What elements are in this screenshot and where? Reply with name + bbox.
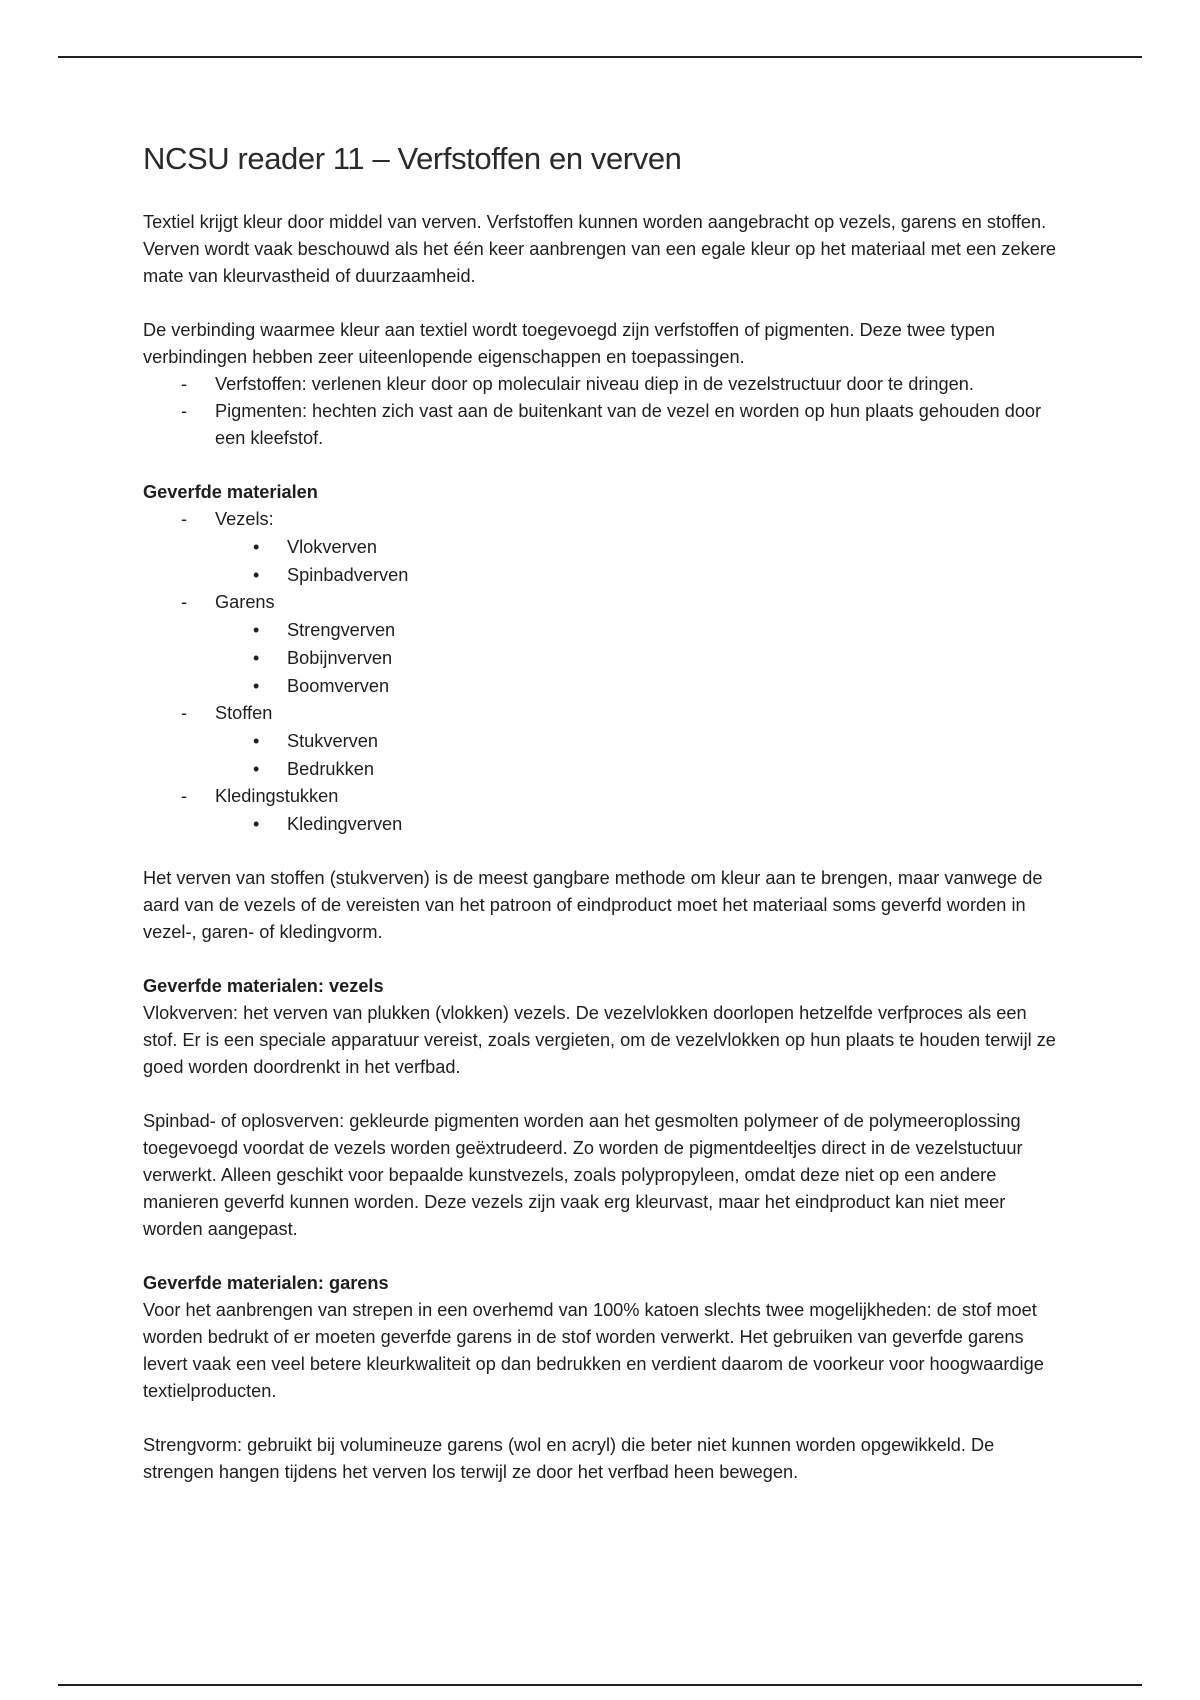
section-heading-geverfde-materialen: Geverfde materialen — [143, 482, 318, 503]
vezels-paragraph-1: Vlokverven: het verven van plukken (vlokken) vezels. De vezelvlokken doorlopen hetzelfde verfproces als een stof. Er is een speciale apparatuur vereist, zoals vergieten, om de vezelvlokken op hun plaats te houden terwijl ze goed worden doordrenkt in het verfbad. — [143, 1003, 1056, 1078]
header-rule — [58, 56, 1142, 58]
sub-list-item — [143, 810, 1063, 838]
list-item-stoffen — [143, 700, 1063, 727]
sub-item-text: Bobijnverven — [287, 648, 393, 669]
sub-item-text: Spinbadverven — [287, 565, 409, 586]
list-item-garens — [143, 589, 1063, 616]
sub-list-item — [143, 672, 1063, 700]
sub-list-item — [143, 644, 1063, 672]
sub-list-item — [143, 755, 1063, 783]
materials-list-stoffen — [143, 700, 1063, 727]
sub-list-item — [143, 561, 1063, 589]
sub-item-text: Bedrukken — [287, 759, 374, 780]
list-item-vezels — [143, 506, 1063, 533]
footer-rule — [58, 1684, 1142, 1686]
sub-item-text: Boomverven — [287, 676, 390, 697]
document-body — [143, 140, 1063, 1486]
list-item-kledingstukken — [143, 783, 1063, 810]
sub-list-item — [143, 533, 1063, 561]
sub-list-item — [143, 727, 1063, 755]
sub-item-text: Vlokverven — [287, 537, 377, 558]
geverfde-paragraph: Het verven van stoffen (stukverven) is de meest gangbare methode om kleur aan te brengen, maar vanwege de aard van de vezels of de vereisten van het patroon of eindproduct moet het materiaal soms geverfd worden in vezel-, garen- of kledingvorm. — [143, 868, 1043, 943]
sub-list-kledingstukken — [143, 810, 1063, 838]
group-label: Stoffen — [215, 703, 273, 724]
sub-item-text: Kledingverven — [287, 814, 403, 835]
materials-list — [143, 506, 1063, 533]
materials-list-garens — [143, 589, 1063, 616]
sub-list-vezels — [143, 533, 1063, 589]
page-title: NCSU reader 11 – Verfstoffen en verven — [143, 141, 682, 176]
vezels-paragraph-2: Spinbad- of oplosverven: gekleurde pigmenten worden aan het gesmolten polymeer of de polymeeroplossing toegevoegd voordat de vezels worden geëxtrudeerd. Zo worden de pigmentdeeltjes direct in de vezelstuctuur verwerkt. Alleen geschikt voor bepaalde kunstvezels, zoals polypropyleen, omdat deze niet op een andere manieren geverfd kunnen worden. Deze vezels zijn vaak erg kleurvast, maar het eindproduct kan niet meer worden aangepast. — [143, 1111, 1023, 1240]
verbinding-paragraph: De verbinding waarmee kleur aan textiel wordt toegevoegd zijn verfstoffen of pigmenten. Deze twee typen verbindingen hebben zeer uiteenlopende eigenschappen en toepassingen. — [143, 320, 995, 368]
section-heading-vezels: Geverfde materialen: vezels — [143, 976, 384, 997]
sub-list-stoffen — [143, 727, 1063, 783]
list-item: - Verfstoffen: verlenen kleur door op moleculair niveau diep in de vezelstructuur door te dringen. — [143, 371, 1063, 398]
intro-paragraph: Textiel krijgt kleur door middel van verven. Verfstoffen kunnen worden aangebracht op vezels, garens en stoffen. Verven wordt vaak beschouwd als het één keer aanbrengen van een egale kleur op het materiaal met een zekere mate van kleurvastheid of duurzaamheid. — [143, 212, 1056, 287]
group-label: Kledingstukken — [215, 786, 339, 807]
verbinding-list — [143, 371, 1063, 452]
garens-paragraph-1: Voor het aanbrengen van strepen in een overhemd van 100% katoen slechts twee mogelijkheden: de stof moet worden bedrukt of er moeten geverfde garens in de stof worden verwerkt. Het gebruiken van geverfde garens levert vaak een veel betere kleurkwaliteit op dan bedrukken en verdient daarom de voorkeur voor hoogwaardige textielproducten. — [143, 1300, 1044, 1402]
materials-list-kledingstukken — [143, 783, 1063, 810]
sub-list-item — [143, 616, 1063, 644]
section-heading-garens: Geverfde materialen: garens — [143, 1273, 389, 1294]
garens-paragraph-2: Strengvorm: gebruikt bij volumineuze garens (wol en acryl) die beter niet kunnen worden opgewikkeld. De strengen hangen tijdens het verven los terwijl ze door het verfbad heen bewegen. — [143, 1435, 995, 1483]
group-label: Garens — [215, 592, 275, 613]
sub-item-text: Stukverven — [287, 731, 378, 752]
group-label: Vezels: — [215, 509, 274, 530]
sub-list-garens — [143, 616, 1063, 700]
sub-item-text: Strengverven — [287, 620, 396, 641]
list-item: - Pigmenten: hechten zich vast aan de buitenkant van de vezel en worden op hun plaats gehouden door een kleefstof. — [143, 398, 1063, 452]
